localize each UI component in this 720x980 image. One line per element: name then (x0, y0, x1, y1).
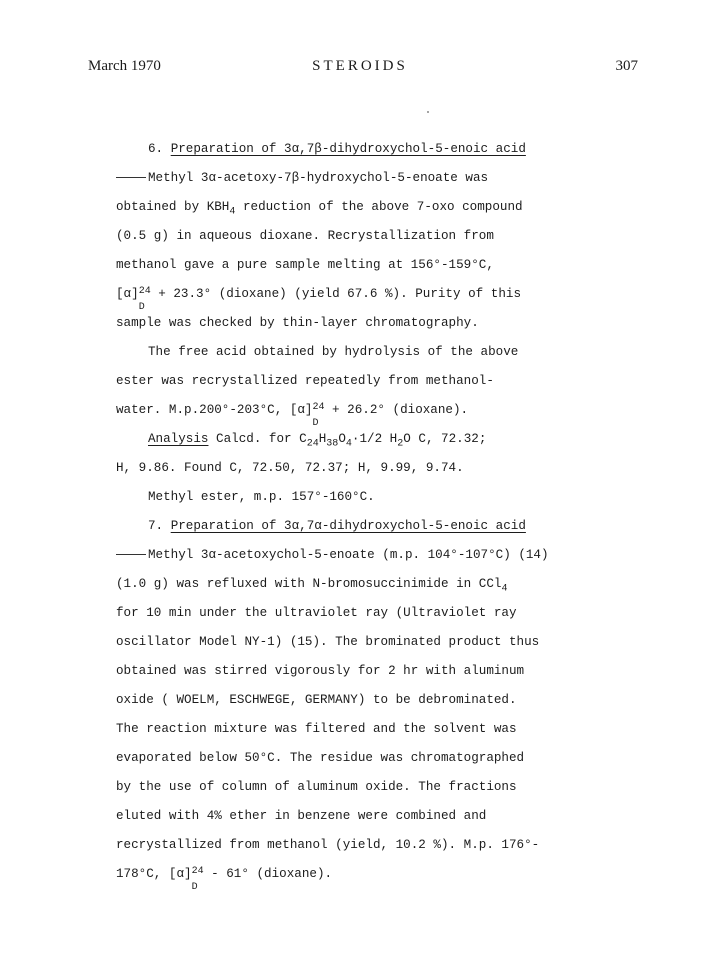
dash-rule (116, 554, 146, 555)
text-run: water. M.p.200°-203°C, [α] (116, 403, 313, 417)
subscript: 24 (306, 438, 319, 450)
section-number: 7. (148, 519, 164, 533)
text-run: ·1/2 H (351, 432, 398, 446)
article-body (116, 135, 636, 893)
text-line (116, 541, 636, 570)
text-run: O (338, 432, 346, 446)
text-line: methanol gave a pure sample melting at 156°-159°C, (116, 258, 494, 272)
text-run: + 26.2° (dioxane). (324, 403, 469, 417)
section-7-heading (116, 512, 636, 541)
text-line: ester was recrystallized repeatedly from methanol- (116, 374, 494, 388)
analysis-label: Analysis (148, 432, 209, 446)
text-run: reduction of the above 7-oxo compound (235, 200, 523, 214)
header-date: March 1970 (88, 58, 161, 74)
text-line: eluted with 4% ether in benzene were combined and (116, 809, 487, 823)
text-run: Methyl 3α-acetoxy-7β-hydroxychol-5-enoate was (148, 171, 489, 185)
text-line: Methyl ester, m.p. 157°-160°C. (148, 490, 375, 504)
text-run: obtained by KBH (116, 200, 230, 214)
text-line: H, 9.86. Found C, 72.50, 72.37; H, 9.99, 9.74. (116, 461, 464, 475)
subscript: 4 (501, 583, 508, 595)
text-run: Calcd. for C (208, 432, 307, 446)
subscript: D (312, 418, 319, 429)
text-line (116, 193, 636, 222)
text-line: (0.5 g) in aqueous dioxane. Recrystallization from (116, 229, 494, 243)
text-line: for 10 min under the ultraviolet ray (Ultraviolet ray (116, 606, 517, 620)
text-line: The free acid obtained by hydrolysis of the above (148, 345, 519, 359)
analysis-line (116, 425, 636, 454)
subscript: D (138, 302, 145, 313)
superscript: 24 (138, 286, 151, 297)
text-run: - 61° (dioxane). (203, 867, 333, 881)
text-line: recrystallized from methanol (yield, 10.2 %). M.p. 176°- (116, 838, 540, 852)
section-6-heading (116, 135, 636, 164)
superscript: 24 (191, 866, 204, 877)
text-line: oxide ( WOELM, ESCHWEGE, GERMANY) to be debrominated. (116, 693, 517, 707)
subscript: 4 (229, 206, 236, 218)
section-title: Preparation of 3α,7β-dihydroxychol-5-enoic acid (170, 142, 526, 156)
text-line (116, 164, 636, 193)
dash-rule (116, 177, 146, 178)
text-run: O C, 72.32; (403, 432, 487, 446)
text-line: oscillator Model NY-1) (15). The brominated product thus (116, 635, 540, 649)
running-header (0, 58, 720, 82)
text-line: sample was checked by thin-layer chromatography. (116, 316, 479, 330)
text-run: H (318, 432, 327, 446)
text-line: by the use of column of aluminum oxide. The fractions (116, 780, 517, 794)
section-number: 6. (148, 142, 164, 156)
subscript: 4 (345, 438, 352, 450)
text-run: Methyl 3α-acetoxychol-5-enoate (m.p. 104°-107°C) (14) (148, 548, 549, 562)
text-run: (1.0 g) was refluxed with N-bromosuccinimide in CCl (116, 577, 502, 591)
text-run: [α] (116, 287, 139, 301)
text-run: + 23.3° (dioxane) (yield 67.6 %). Purity of this (150, 287, 522, 301)
section-title: Preparation of 3α,7α-dihydroxychol-5-enoic acid (170, 519, 526, 533)
subscript: 38 (326, 438, 339, 450)
text-line: obtained was stirred vigorously for 2 hr with aluminum (116, 664, 525, 678)
subscript: 2 (397, 438, 404, 450)
superscript: 24 (312, 402, 325, 413)
header-page-number: 307 (615, 58, 638, 74)
text-line (116, 396, 636, 429)
text-line (116, 860, 636, 893)
text-run: 178°C, [α] (116, 867, 192, 881)
text-line (116, 280, 636, 313)
header-journal-title: STEROIDS (312, 58, 408, 74)
text-line: The reaction mixture was filtered and the solvent was (116, 722, 517, 736)
text-line (116, 570, 636, 599)
text-line: evaporated below 50°C. The residue was chromatographed (116, 751, 525, 765)
subscript: D (191, 882, 198, 893)
speck (427, 111, 429, 113)
